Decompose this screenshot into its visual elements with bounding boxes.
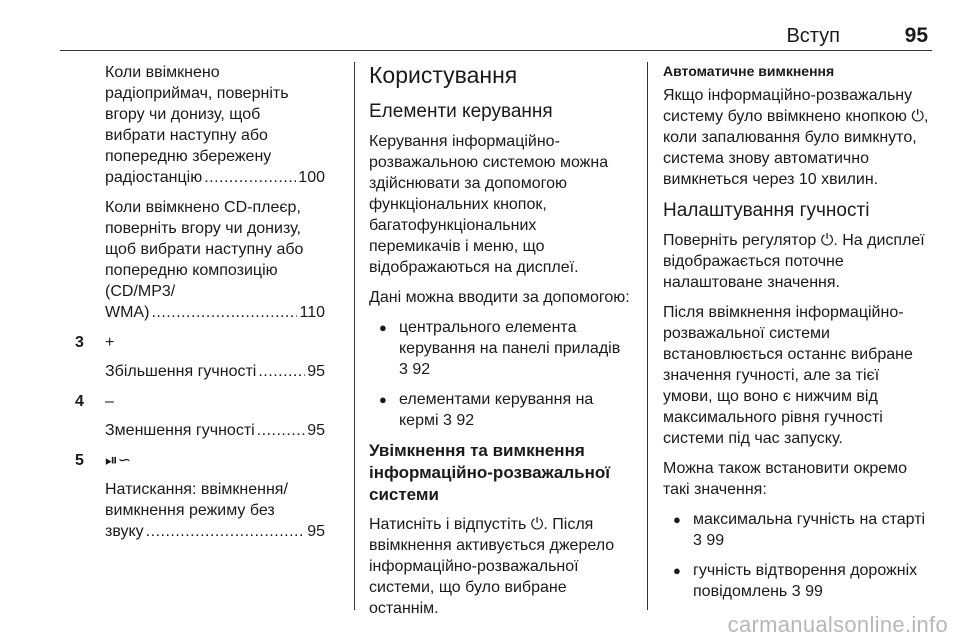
bullet-list	[369, 317, 631, 431]
list-item: ● гучність відтворення дорожніх повідомлень 3 99	[663, 560, 931, 602]
page-ref[interactable]: 95	[307, 363, 325, 380]
page-ref[interactable]: 3 99	[791, 583, 823, 600]
item-number: 3	[75, 334, 84, 351]
toc-entry-cd: Коли ввімкнено CD-плеєр, поверніть вгору чи донизу, щоб вибрати наступну або попередню композицію (CD/MP3/ WMA) ..... 110	[105, 197, 325, 323]
mute-icon: ⏯︎∽	[105, 452, 132, 469]
watermark: carmanualsonline.info	[727, 612, 948, 637]
bullet-list	[663, 509, 931, 602]
column-divider	[647, 62, 648, 610]
paragraph: Можна також встановити окремо такі значення:	[663, 460, 908, 498]
subsection-heading: Увімкнення та вимкнення інформаційно-розважальної системи	[369, 441, 611, 504]
list-item: ● центрального елемента керування на панелі приладів 3 92	[369, 317, 631, 380]
page-number: 95	[904, 24, 928, 47]
subsection-heading: Елементи керування	[369, 101, 553, 122]
section-title: Вступ	[786, 25, 840, 47]
item-5: 5 ⏯︎∽ Натискання: ввімкнення/ вимкнення режиму без звуку ..... 95	[105, 450, 325, 542]
column-2	[369, 62, 631, 628]
item-number: 4	[75, 393, 84, 410]
paragraph: Керування інформаційно-розважальною системою можна здійснювати за допомогою функціональних кнопок, багатофункціональних перемикачів і меню, що відображаються на дисплеї.	[369, 133, 609, 276]
column-3	[663, 62, 931, 611]
subsection-heading: Автоматичне вимкнення	[663, 63, 835, 79]
page-ref[interactable]: 3 92	[399, 361, 431, 378]
section-heading: Користування	[369, 62, 518, 88]
page-header	[60, 0, 932, 51]
page-ref[interactable]: 3 92	[442, 412, 475, 429]
list-item: ● максимальна гучність на старті 3 99	[663, 509, 931, 551]
subsection-heading: Налаштування гучності	[663, 200, 870, 221]
minus-icon: –	[105, 393, 114, 410]
paragraph: Якщо інформаційно-розважальну систему було ввімкнено кнопкою ⏻, коли запалювання було вимкнуто, система знову автоматично вимкнеться через 10 хвилин.	[663, 87, 929, 188]
list-item: ● елементами керування на кермі 3 92	[369, 389, 631, 431]
column-divider	[354, 62, 355, 610]
plus-icon: +	[105, 334, 115, 351]
item-number: 5	[75, 452, 84, 469]
page-ref[interactable]: 95	[307, 523, 325, 540]
page-ref[interactable]: 95	[307, 422, 325, 439]
page-ref[interactable]: 100	[298, 169, 325, 186]
paragraph: Після ввімкнення інформаційно-розважальної системи встановлюється останнє вибране значення гучності, але за тієї умови, що воно є нижчим від максимального рівня гучності системи під час запуску.	[663, 304, 913, 447]
toc-entry-radio: Коли ввімкнено радіоприймач, поверніть вгору чи донизу, щоб вибрати наступну або попередню збережену радіостанцію ..... 100	[105, 62, 325, 188]
paragraph: Поверніть регулятор ⏻. На дисплеї відображається поточне налаштоване значення.	[663, 232, 925, 291]
paragraph: Натисніть і відпустіть ⏻. Після ввімкнення активується джерело інформаційно-розважальної системи, що було вибране останнім.	[369, 516, 615, 617]
paragraph: Дані можна вводити за допомогою:	[369, 289, 630, 306]
item-4: 4 – Зменшення гучності ..... 95	[105, 391, 325, 441]
item-3: 3 + Збільшення гучності ..... 95	[105, 332, 325, 382]
page-ref[interactable]: 3 99	[693, 532, 725, 549]
column-1	[75, 62, 325, 551]
page-ref[interactable]: 110	[299, 304, 325, 321]
